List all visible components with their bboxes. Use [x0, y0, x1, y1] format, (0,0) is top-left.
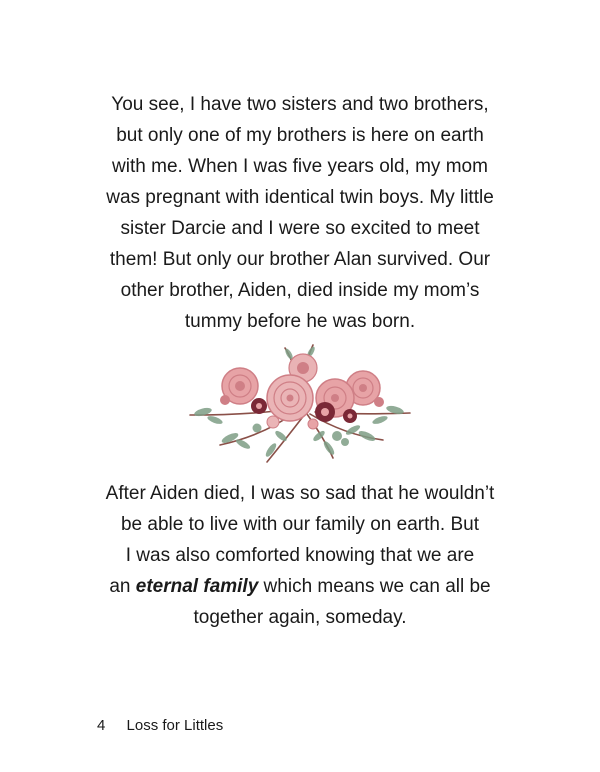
story-paragraph-2: [80, 478, 520, 633]
paragraph-line: After Aiden died, I was so sad that he wouldn’t: [105, 483, 495, 504]
paragraph-line: You see, I have two sisters and two brothers,: [111, 94, 489, 115]
page-number: 4: [97, 717, 106, 734]
paragraph-line-with-emphasis: [80, 571, 520, 602]
paragraph-line: sister Darcie and I were so excited to meet: [120, 218, 480, 239]
paragraph-line: was pregnant with identical twin boys. My little: [106, 187, 494, 208]
paragraph-line: tummy before he was born.: [184, 311, 416, 332]
line-suffix: which means we can all be: [258, 576, 491, 597]
paragraph-line: I was also comforted knowing that we are: [125, 545, 475, 566]
line-prefix: an: [109, 576, 136, 597]
page-footer: [97, 717, 223, 734]
paragraph-line: them! But only our brother Alan survived. Our: [109, 249, 491, 270]
story-paragraph-1: [80, 89, 520, 337]
paragraph-line: but only one of my brothers is here on earth: [116, 125, 484, 146]
paragraph-line: be able to live with our family on earth. But: [120, 514, 480, 535]
book-title: Loss for Littles: [126, 717, 224, 734]
flowers: [220, 354, 384, 429]
paragraph-line: together again, someday.: [193, 607, 407, 628]
paragraph-line: with me. When I was five years old, my mom: [112, 156, 488, 177]
eternal-family-emphasis: eternal family: [135, 576, 259, 597]
floral-bouquet-illustration: [185, 340, 415, 465]
paragraph-line: other brother, Aiden, died inside my mom’s: [120, 280, 480, 301]
